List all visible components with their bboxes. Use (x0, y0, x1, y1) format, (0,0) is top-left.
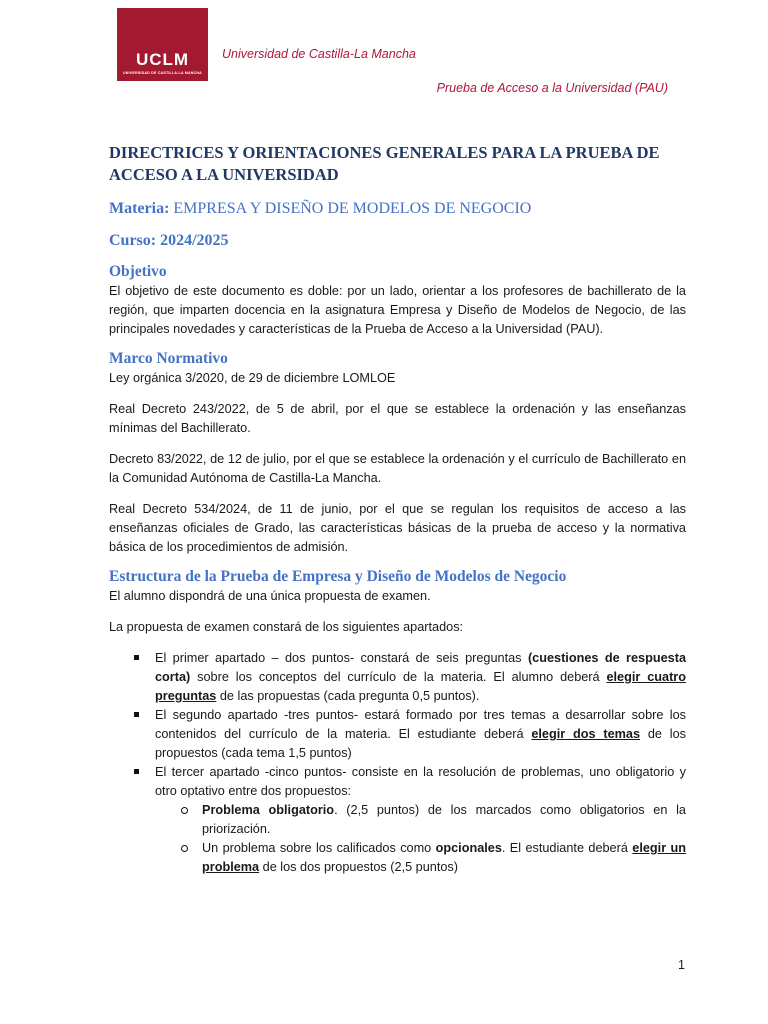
text: Un problema sobre los calificados como (202, 841, 436, 855)
text: . (2,5 puntos) de los marcados como obligatorios en la priorización. (202, 803, 686, 836)
bold-text: opcionales (435, 841, 502, 855)
document-body (109, 142, 686, 877)
marco-item-2: Real Decreto 243/2022, de 5 de abril, por el que se establece la ordenación y las enseñanzas mínimas del Bachillerato. (109, 402, 686, 435)
text: de los propuestos (cada tema 1,5 puntos) (155, 727, 686, 760)
text: El primer apartado – dos puntos- constará de seis preguntas (155, 651, 528, 665)
text: El tercer apartado -cinco puntos- consiste en la resolución de problemas, uno obligatorio y otro optativo entre dos propuestos: (155, 765, 686, 798)
document-title: DIRECTRICES Y ORIENTACIONES GENERALES PARA LA PRUEBA DE ACCESO A LA UNIVERSIDAD (109, 143, 660, 184)
circle-bullet-icon (181, 807, 188, 814)
exam-name: Prueba de Acceso a la Universidad (PAU) (436, 81, 668, 95)
apartados-list (109, 649, 686, 877)
text: de las propuestas (cada pregunta 0,5 puntos). (216, 689, 480, 703)
curso-line (109, 232, 686, 250)
list-item (155, 801, 686, 839)
uclm-logo (117, 8, 208, 81)
marco-item-1: Ley orgánica 3/2020, de 29 de diciembre LOMLOE (109, 371, 396, 385)
university-name: Universidad de Castilla-La Mancha (222, 47, 416, 61)
list-item (155, 839, 686, 877)
curso-label: Curso: 2024/2025 (109, 232, 229, 249)
estructura-heading: Estructura de la Prueba de Empresa y Diseño de Modelos de Negocio (109, 568, 567, 585)
bold-text: (cuestiones de respuesta corta) (155, 651, 686, 684)
marco-item-3: Decreto 83/2022, de 12 de julio, por el que se establece la ordenación y el currículo de Bachillerato en la Comunidad Autónoma de Castilla-La Mancha. (109, 452, 686, 485)
bold-text: Problema obligatorio (202, 803, 335, 817)
objetivo-text: El objetivo de este documento es doble: por un lado, orientar a los profesores de bachillerato de la región, que imparten docencia en la asignatura Empresa y Diseño de Modelos de Negocio, de las principales novedades y características de la Prueba de Acceso a la Universidad (PAU). (109, 284, 686, 336)
estructura-intro-1: El alumno dispondrá de una única propuesta de examen. (109, 589, 431, 603)
page-number: 1 (678, 958, 685, 972)
bullet-icon (134, 655, 139, 660)
list-item (109, 706, 686, 763)
materia-label: Materia: (109, 200, 170, 217)
marco-item-4: Real Decreto 534/2024, de 11 de junio, por el que se regulan los requisitos de acceso a las enseñanzas oficiales de Grado, las características básicas de la prueba de acceso y la normativa básica de los procedimientos de admisión. (109, 502, 686, 554)
underlined-text: elegir un problema (202, 841, 687, 874)
logo-mark (136, 50, 189, 70)
bullet-icon (134, 712, 139, 717)
problemas-sublist (155, 801, 686, 877)
marco-heading: Marco Normativo (109, 350, 228, 367)
text: El segundo apartado -tres puntos- estará formado por tres temas a desarrollar sobre los contenidos del currículo de la materia. El estudiante deberá (155, 708, 686, 741)
text: . El estudiante deberá (501, 841, 633, 855)
objetivo-heading: Objetivo (109, 263, 167, 280)
underlined-text: elegir cuatro preguntas (155, 670, 686, 703)
list-item (109, 763, 686, 877)
text: de los dos propuestos (2,5 puntos) (259, 860, 459, 874)
bullet-icon (134, 769, 139, 774)
logo-word: UCLM (135, 50, 190, 69)
text: sobre los conceptos del currículo de la materia. El alumno deberá (190, 670, 607, 684)
materia-value: EMPRESA Y DISEÑO DE MODELOS DE NEGOCIO (169, 200, 532, 217)
materia-line (109, 200, 686, 218)
underlined-text: elegir dos temas (531, 727, 641, 741)
estructura-intro-2: La propuesta de examen constará de los siguientes apartados: (109, 620, 464, 634)
circle-bullet-icon (181, 845, 188, 852)
list-item (109, 649, 686, 706)
logo-subtitle: UNIVERSIDAD DE CASTILLA-LA MANCHA (123, 71, 202, 75)
